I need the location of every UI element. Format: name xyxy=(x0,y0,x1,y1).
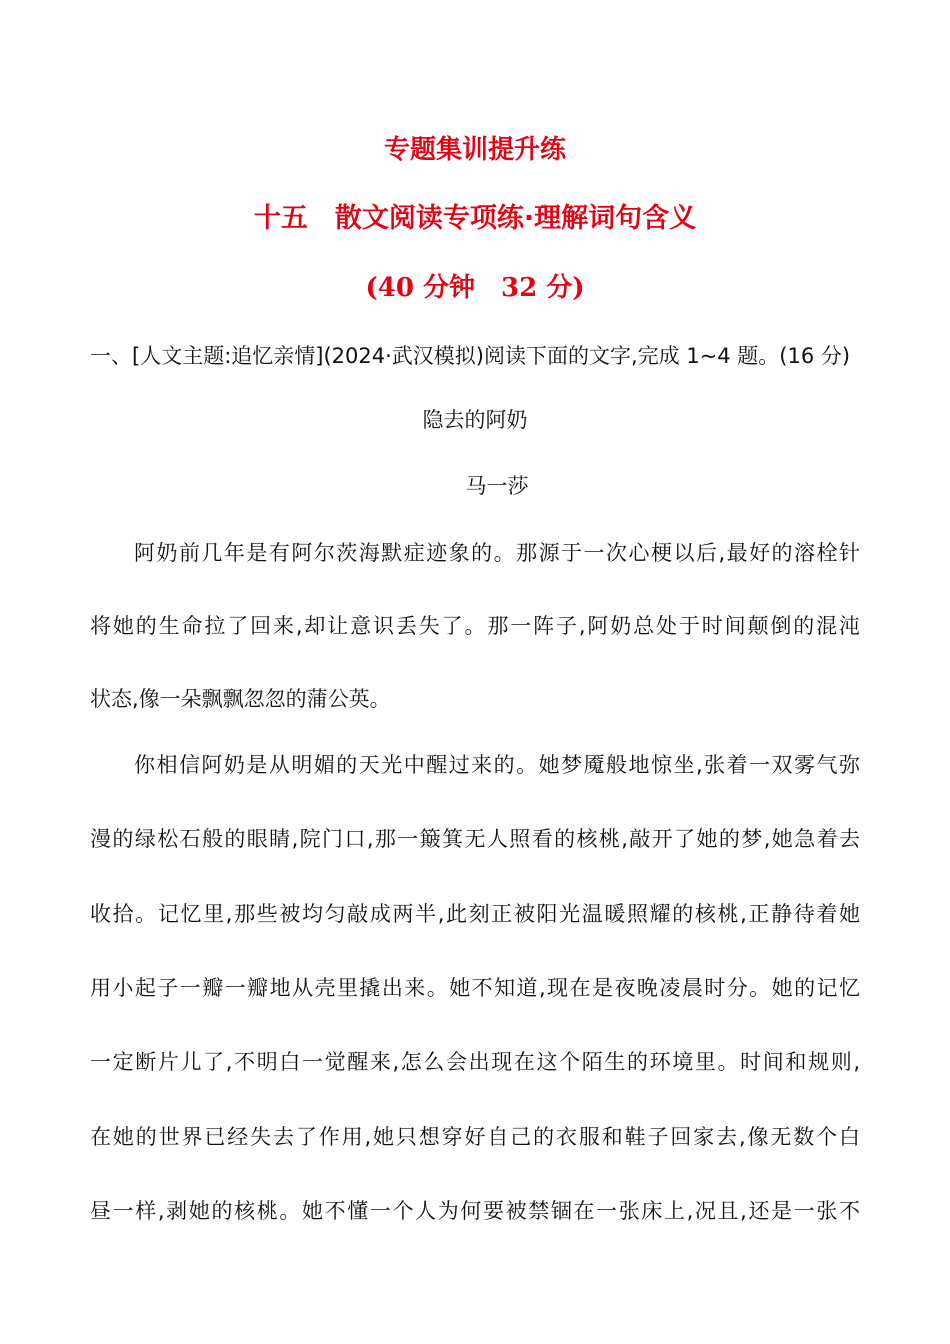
paragraph-line: 将她的生命拉了回来,却让意识丢失了。那一阵子,阿奶总处于时间颠倒的混沌 xyxy=(90,614,860,638)
paragraph-line: 在她的世界已经失去了作用,她只想穿好自己的衣服和鞋子回家去,像无数个白 xyxy=(90,1125,860,1149)
time-unit-points: 分 xyxy=(546,273,573,303)
question-prompt: 一、[人文主题:追忆亲情](2024·武汉模拟)阅读下面的文字,完成 1~4 题。(16 分) xyxy=(90,344,851,368)
paragraph-line: 一定断片儿了,不明白一觉醒来,怎么会出现在这个陌生的环境里。时间和规则, xyxy=(90,1050,860,1074)
time-open: (40 xyxy=(365,273,423,303)
paragraph-line: 收拾。记忆里,那些被均匀敲成两半,此刻正被阳光温暖照耀的核桃,正静待着她 xyxy=(90,902,860,926)
section-title: 专题集训提升练 xyxy=(383,135,566,165)
exercise-title: 十五 散文阅读专项练·理解词句含义 xyxy=(253,203,697,234)
paragraph-line: 你相信阿奶是从明媚的天光中醒过来的。她梦魇般地惊坐,张着一双雾气弥 xyxy=(134,753,860,777)
time-score-value: 32 xyxy=(475,273,547,303)
article-author: 马一莎 xyxy=(465,474,529,498)
paragraph-line: 阿奶前几年是有阿尔茨海默症迹象的。那源于一次心梗以后,最好的溶栓针 xyxy=(134,541,860,565)
paragraph-line: 状态,像一朵飘飘忽忽的蒲公英。 xyxy=(90,687,391,711)
time-score-line xyxy=(0,270,950,306)
paragraph-line: 用小起子一瓣一瓣地从壳里撬出来。她不知道,现在是夜晚凌晨时分。她的记忆 xyxy=(90,976,860,1000)
paragraph-line: 昼一样,剥她的核桃。她不懂一个人为何要被禁锢在一张床上,况且,还是一张不 xyxy=(90,1199,860,1223)
paragraph-line: 漫的绿松石般的眼睛,院门口,那一簸箕无人照看的核桃,敲开了她的梦,她急着去 xyxy=(90,827,860,851)
time-unit-minutes: 分钟 xyxy=(422,273,475,303)
article-title: 隐去的阿奶 xyxy=(422,408,528,432)
time-close: ) xyxy=(572,273,585,303)
